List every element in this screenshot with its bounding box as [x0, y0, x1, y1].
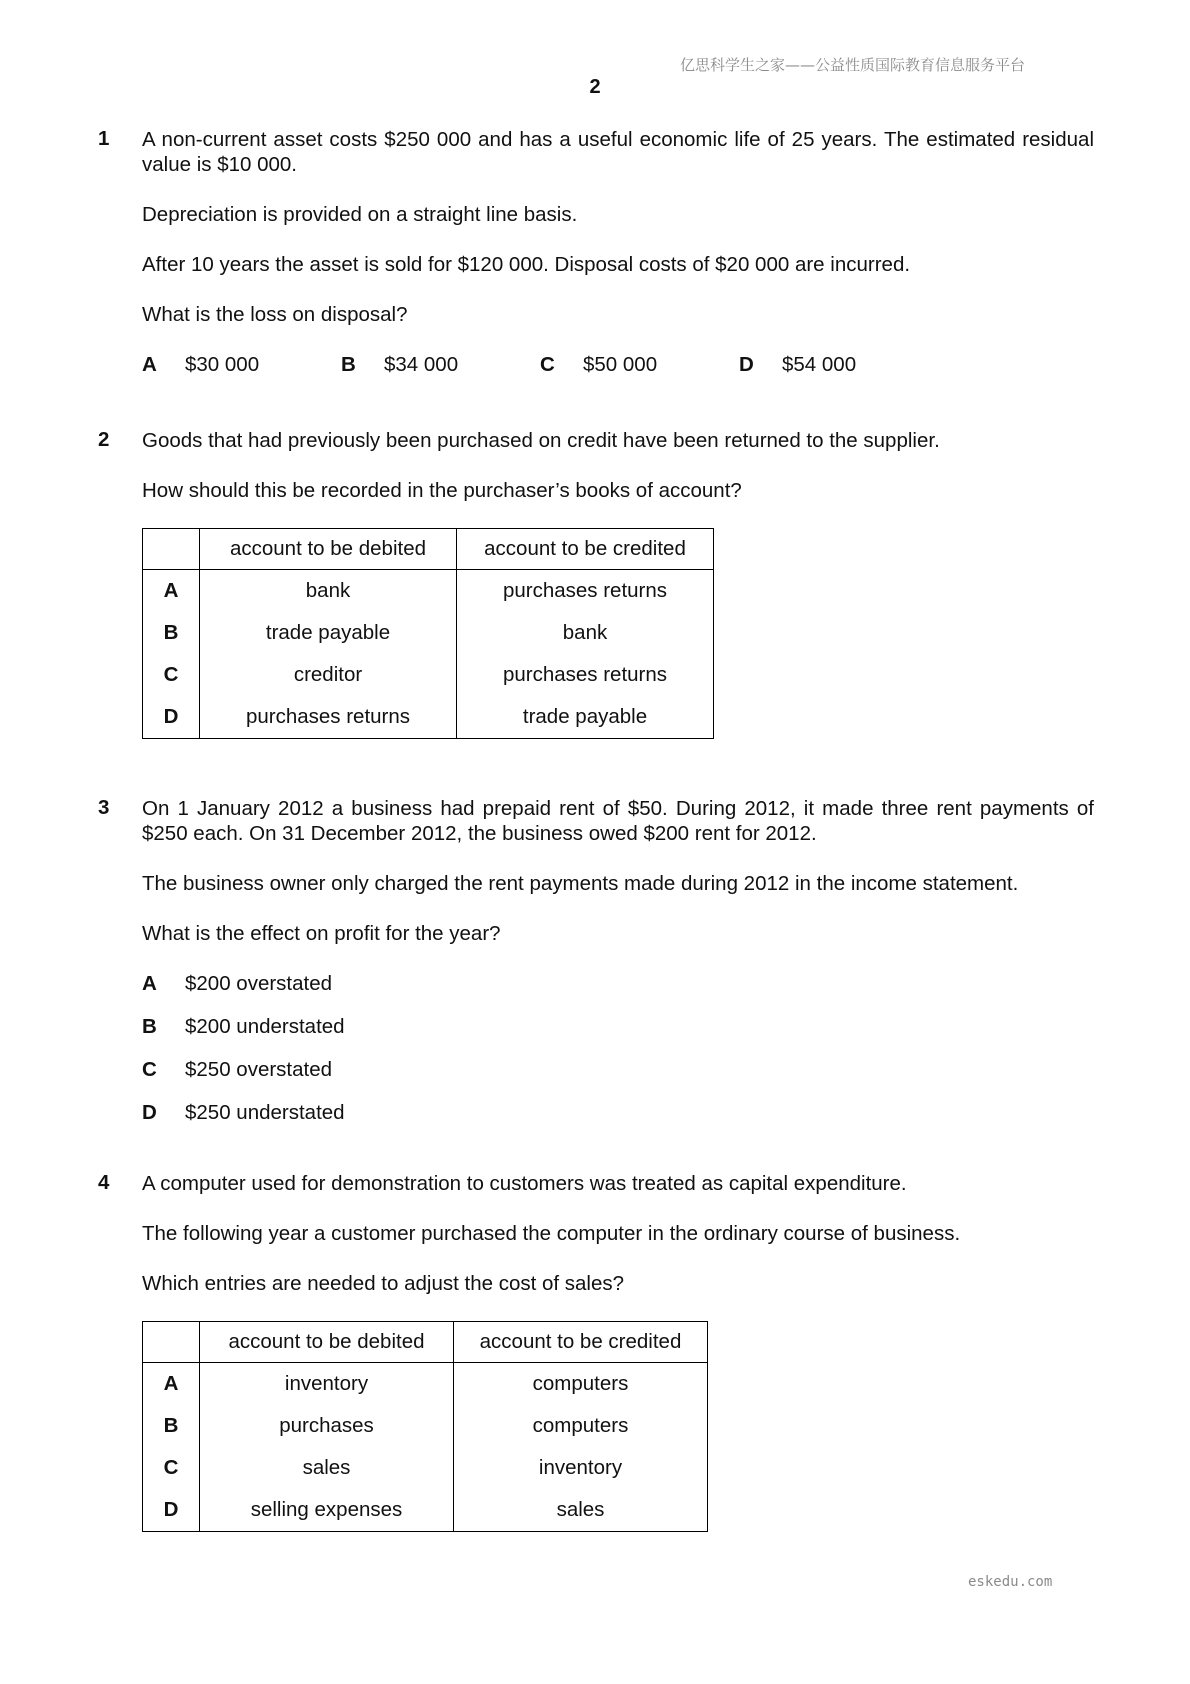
table-row[interactable] — [143, 1447, 708, 1489]
question-number: 1 — [98, 127, 110, 150]
question-text: What is the effect on profit for the year? — [142, 922, 501, 945]
option-letter: C — [143, 1447, 200, 1489]
debit-cell: inventory — [200, 1363, 454, 1406]
option-letter: B — [341, 353, 356, 376]
question-text: How should this be recorded in the purchaser’s books of account? — [142, 479, 742, 502]
option-c[interactable] — [540, 352, 739, 377]
question-number: 2 — [98, 428, 110, 451]
option-d[interactable] — [739, 352, 938, 377]
question-text: A non-current asset costs $250 000 and has a useful economic life of 25 years. The estimated residual value is $10 000. — [142, 128, 1094, 176]
option-a[interactable] — [142, 971, 1094, 1014]
option-letter: A — [143, 1363, 200, 1406]
debit-cell: trade payable — [200, 612, 457, 654]
credit-cell: bank — [457, 612, 714, 654]
table-row[interactable] — [143, 1405, 708, 1447]
credit-cell: computers — [454, 1405, 708, 1447]
question-text: The business owner only charged the rent payments made during 2012 in the income statement. — [142, 872, 1019, 895]
option-letter: D — [143, 696, 200, 739]
option-letter: D — [142, 1101, 157, 1124]
option-letter: A — [142, 353, 157, 376]
question-3 — [98, 796, 1094, 1143]
option-b[interactable] — [341, 352, 540, 377]
question-2 — [98, 428, 1094, 739]
answer-table — [142, 528, 714, 739]
debit-cell: purchases returns — [200, 696, 457, 739]
option-b[interactable] — [142, 1014, 1094, 1057]
table-row[interactable] — [143, 1363, 708, 1406]
footer-watermark: eskedu.com — [968, 1574, 1053, 1590]
option-text: $250 overstated — [185, 1058, 333, 1081]
column-header-debit: account to be debited — [200, 529, 457, 570]
option-text: $54 000 — [782, 353, 857, 376]
debit-cell: purchases — [200, 1405, 454, 1447]
credit-cell: purchases returns — [457, 570, 714, 613]
option-letter: A — [142, 972, 157, 995]
question-1 — [98, 127, 1094, 377]
option-text: $30 000 — [185, 353, 260, 376]
debit-cell: selling expenses — [200, 1489, 454, 1532]
question-4 — [98, 1171, 1094, 1532]
option-letter: B — [143, 1405, 200, 1447]
debit-cell: creditor — [200, 654, 457, 696]
credit-cell: inventory — [454, 1447, 708, 1489]
option-letter: D — [143, 1489, 200, 1532]
table-row[interactable] — [143, 612, 714, 654]
answer-table — [142, 1321, 708, 1532]
question-text: On 1 January 2012 a business had prepaid rent of $50. During 2012, it made three rent payments of $250 each. On 31 December 2012, the business owed $200 rent for 2012. — [142, 797, 1094, 845]
option-letter: A — [143, 570, 200, 613]
question-text: Goods that had previously been purchased on credit have been returned to the supplier. — [142, 429, 940, 452]
question-text: What is the loss on disposal? — [142, 303, 408, 326]
option-text: $200 understated — [185, 1015, 345, 1038]
option-d[interactable] — [142, 1100, 1094, 1143]
question-text: Which entries are needed to adjust the cost of sales? — [142, 1272, 625, 1295]
answer-options — [142, 352, 1094, 377]
question-text: After 10 years the asset is sold for $120 000. Disposal costs of $20 000 are incurred. — [142, 253, 911, 276]
option-letter: B — [143, 612, 200, 654]
credit-cell: computers — [454, 1363, 708, 1406]
option-letter: C — [142, 1058, 157, 1081]
page-number: 2 — [589, 76, 601, 98]
table-corner — [143, 1322, 200, 1363]
credit-cell: trade payable — [457, 696, 714, 739]
table-row[interactable] — [143, 1489, 708, 1532]
watermark-text: 亿思科学生之家——公益性质国际教育信息服务平台 — [680, 56, 1026, 74]
option-letter: D — [739, 353, 754, 376]
column-header-credit: account to be credited — [454, 1322, 708, 1363]
column-header-credit: account to be credited — [457, 529, 714, 570]
credit-cell: sales — [454, 1489, 708, 1532]
question-number: 4 — [98, 1171, 110, 1194]
question-text: Depreciation is provided on a straight line basis. — [142, 203, 578, 226]
debit-cell: sales — [200, 1447, 454, 1489]
credit-cell: purchases returns — [457, 654, 714, 696]
table-corner — [143, 529, 200, 570]
option-letter: C — [540, 353, 555, 376]
question-text: The following year a customer purchased the computer in the ordinary course of business. — [142, 1222, 961, 1245]
option-letter: B — [142, 1015, 157, 1038]
option-a[interactable] — [142, 352, 341, 377]
option-text: $50 000 — [583, 353, 658, 376]
answer-options — [142, 971, 1094, 1143]
table-row[interactable] — [143, 654, 714, 696]
question-number: 3 — [98, 796, 110, 819]
debit-cell: bank — [200, 570, 457, 613]
option-text: $250 understated — [185, 1101, 345, 1124]
option-c[interactable] — [142, 1057, 1094, 1100]
option-text: $34 000 — [384, 353, 459, 376]
option-letter: C — [143, 654, 200, 696]
option-text: $200 overstated — [185, 972, 333, 995]
column-header-debit: account to be debited — [200, 1322, 454, 1363]
question-text: A computer used for demonstration to customers was treated as capital expenditure. — [142, 1172, 907, 1195]
table-row[interactable] — [143, 696, 714, 739]
table-row[interactable] — [143, 570, 714, 613]
